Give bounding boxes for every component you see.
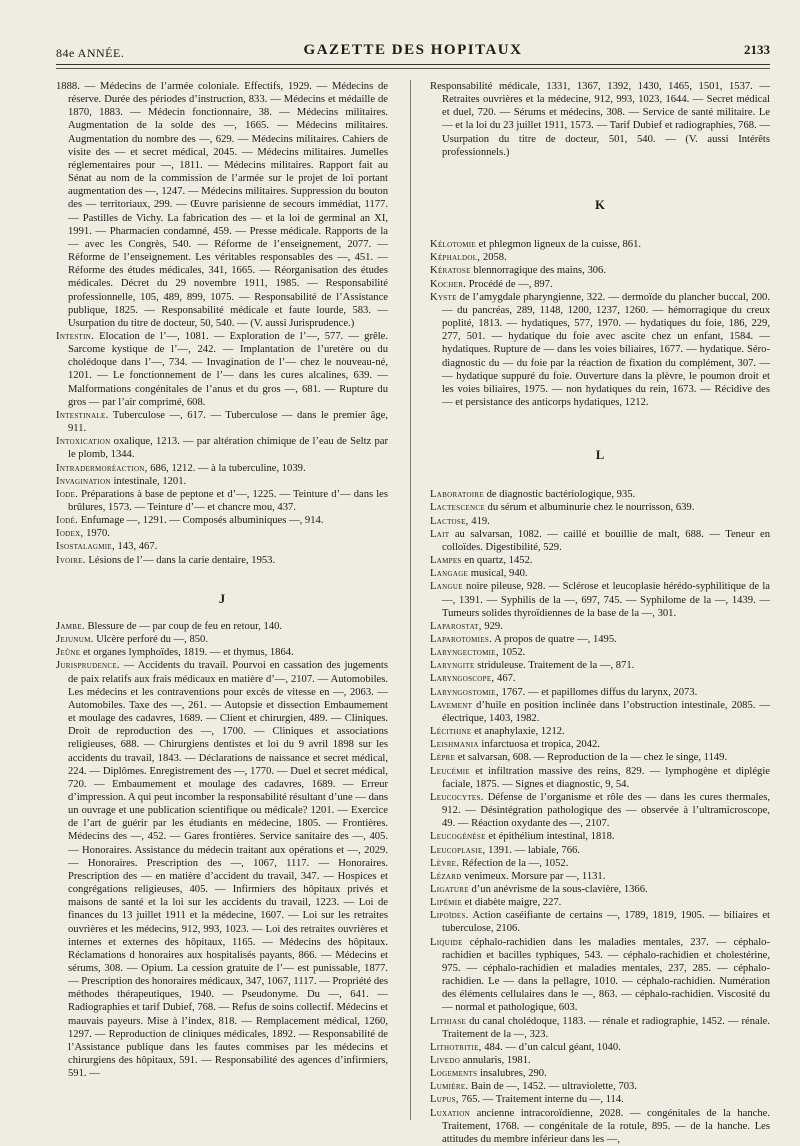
entry-text: et infiltration massive des reins, 829. — lymphogène et diplégie faciale, 1875. — Signes et diagnostic, 9, 54. xyxy=(442,765,770,790)
index-entry xyxy=(430,672,770,685)
right-column xyxy=(430,80,770,1146)
entry-text: insalubres, 290. xyxy=(477,1068,547,1080)
entry-text: annularis, 1981. xyxy=(460,1055,531,1066)
entry-heading: Langue xyxy=(430,581,463,593)
entry-text: 1052. xyxy=(498,647,526,659)
journal-title: GAZETTE DES HOPITAUX xyxy=(303,42,523,58)
entry-text: du canal cholédoque, 1183. — rénale et radiographie, 1452. — rénale. Traitement de la —, 323. xyxy=(442,1015,770,1040)
entry-text: 929. xyxy=(481,620,503,632)
index-entry xyxy=(56,659,388,1080)
index-entry xyxy=(430,554,770,567)
index-entry xyxy=(430,515,770,528)
entry-heading: Intestin. xyxy=(56,330,95,342)
index-entry xyxy=(430,633,770,646)
entry-heading: Intoxication xyxy=(56,436,111,448)
entry-heading: Iodex, xyxy=(56,528,84,540)
index-entries-continued xyxy=(430,80,770,159)
entry-text: et épithélium intestinal, 1818. xyxy=(485,831,615,843)
entry-heading: Leishmania xyxy=(430,739,479,751)
entry-text: venimeux. Morsure par —, 1131. xyxy=(461,870,606,882)
index-entry xyxy=(430,909,770,935)
entry-text: intestinale, 1201. xyxy=(110,475,187,487)
index-entry xyxy=(430,791,770,830)
index-entry xyxy=(56,409,388,435)
index-entry xyxy=(56,475,388,488)
index-entry xyxy=(56,620,388,633)
entry-heading: Logements xyxy=(430,1068,478,1080)
index-entry xyxy=(56,80,388,330)
entry-heading: Lait xyxy=(430,528,450,540)
entry-text: de diagnostic bactériologique, 935. xyxy=(483,489,636,501)
column-divider xyxy=(410,80,411,1120)
entry-text: striduleuse. Traitement de la —, 871. xyxy=(474,660,635,672)
entry-text: et salvarsan, 608. — Reproduction de la — chez le singe, 1149. xyxy=(455,752,728,764)
entry-heading: Jambe. xyxy=(56,620,85,632)
entry-text: 484. — d’un calcul géant, 1040. xyxy=(481,1041,621,1053)
index-entry xyxy=(430,1041,770,1054)
entry-text: 1970. xyxy=(83,528,110,540)
section-letter-j: J xyxy=(218,591,226,606)
entry-heading: Laparotomies. xyxy=(430,634,493,645)
entry-text: 467. xyxy=(494,673,516,685)
entry-text: Préparations à base de peptone et d’—, 1225. — Teinture d’— dans les brûlures, 1573. — Teinture d’— et chancre mou, 437. xyxy=(68,488,388,513)
left-column xyxy=(56,80,388,1080)
index-entries-j xyxy=(56,620,388,1080)
entry-text: de l’amygdale pharyngienne, 322. — dermoïde du plancher buccal, 200. — du pancréas, 289, 1148, 1200, 1237, 1260. — hémorragique du creux poplité, 1813. — hydatiques, 577, 1970. — hydatiques du foie, 186, 229, 277, 501. — hydatique du foie avec ascite chez un enfant, 1584. — hydatiques. Rupture de — dans les voies biliaires, 1677. — hydatique. Séro-diagnostic du — du foie par la réaction de fixation du complément, 307. — — hydatique suppuré du foie. Ouverture dans la plèvre, le poumon droit et les voies biliaires, 1975. — non hydatiques du rein, 1673. — Récidive des — et persistance des anticorps hydatiques, 1212. xyxy=(442,291,770,408)
entry-heading: Lithiase xyxy=(430,1015,467,1027)
index-entry xyxy=(430,291,770,409)
entry-text: d’huile en position inclinée dans l’obstruction intestinale, 2085. — électrique, 1403, 1982. xyxy=(442,699,770,724)
header-rule-thin xyxy=(56,68,770,69)
index-entry xyxy=(430,659,770,672)
index-entries-l xyxy=(430,488,770,1146)
index-entry xyxy=(430,1054,770,1067)
entry-text: 686, 1212. — à la tuberculine, 1039. xyxy=(147,462,306,474)
index-entry xyxy=(56,514,388,527)
entry-heading: Kératose xyxy=(430,265,471,277)
entry-text: musical, 940. xyxy=(468,568,528,580)
entry-heading: Lampes xyxy=(430,555,462,567)
entry-text: Défense de l’organisme et rôle des — dans les cures thermales, 912. — Désintégration pathologique des — observée à l’ultramicroscope, 49. — Réaction oxydante des —, 2107. xyxy=(442,791,770,830)
index-entry xyxy=(430,251,770,264)
index-entry xyxy=(430,264,770,277)
entry-heading: Laryngoscope, xyxy=(430,673,495,685)
index-entry xyxy=(430,646,770,659)
index-entry xyxy=(430,501,770,514)
entry-text: oxalique, 1213. — par altération chimique de l’eau de Seltz par le plomb, 1344. xyxy=(68,436,388,461)
entry-heading: Lumière. xyxy=(430,1081,469,1093)
entry-text: noire pileuse, 928. — Sclérose et leucoplasie hérédo-syphilitique de la —, 1391. — Syphilis de la —, 697, 745. — Syphilome de la —, 1439. — Tumeurs solides thyroïdiennes de la base de la —, 301. xyxy=(442,581,770,619)
index-entry xyxy=(56,330,388,409)
entry-text: d’un anévrisme de la sous-clavière, 1366. xyxy=(468,883,648,895)
entry-heading: Laryngostomie, xyxy=(430,686,499,698)
index-entry xyxy=(430,238,770,251)
entry-heading: Leucocytes. xyxy=(430,791,484,803)
index-entry xyxy=(56,462,388,475)
entry-text: Enfumage —, 1291. — Composés albuminiques —, 914. xyxy=(78,515,324,527)
index-entry xyxy=(430,1093,770,1106)
section-letter-k: K xyxy=(595,197,605,212)
index-entry xyxy=(56,646,388,659)
entry-heading: Isostalagmie, xyxy=(56,541,115,553)
entry-text: Ulcère perforé du —, 850. xyxy=(93,634,208,646)
entry-text: et organes lymphoïdes, 1819. — et thymus, 1864. xyxy=(80,647,294,659)
entry-text: Blessure de — par coup de feu en retour, 140. xyxy=(84,620,283,632)
entry-heading: Lipémie xyxy=(430,897,462,909)
index-entry xyxy=(430,699,770,725)
entry-heading: Jejunum. xyxy=(56,634,94,646)
entry-text: et anaphylaxie, 1212. xyxy=(471,726,565,738)
entry-text: 419. xyxy=(468,515,490,527)
index-entry xyxy=(430,857,770,870)
entry-text: ancienne intracoroïdienne, 2028. — congénitales de la hanche. Traitement, 1768. — congénitale de la rotule, 895. — de la hanche. Les attitudes du membre inférieur dans les —, xyxy=(442,1107,770,1145)
entry-heading: Leucoplasie, xyxy=(430,844,486,856)
index-entry xyxy=(430,738,770,751)
entry-heading: Képhaldol, xyxy=(430,252,481,264)
entry-heading: Intradermoréaction, xyxy=(56,462,148,474)
index-entries-i xyxy=(56,80,388,567)
index-entry xyxy=(430,488,770,501)
index-entry xyxy=(430,765,770,791)
entry-text: au salvarsan, 1082. — caillé et bouillie de malt, 688. — Teneur en colloïdes. Digestibilité, 529. xyxy=(442,528,770,553)
entry-text: Action caséifiante de certains —, 1789, 1819, 1905. — biliaires et tuberculose, 2106. xyxy=(442,910,770,935)
entry-text: Tuberculose —, 617. — Tuberculose — dans le premier âge, 911. xyxy=(68,409,388,435)
entry-text: en quartz, 1452. xyxy=(461,555,533,567)
entry-heading: Iode. xyxy=(56,488,79,500)
entry-heading: Kyste xyxy=(430,291,457,303)
index-entry xyxy=(56,633,388,646)
entry-heading: Lèvre. xyxy=(430,857,460,869)
entry-heading: Jurisprudence. xyxy=(56,660,120,672)
index-entry xyxy=(430,830,770,843)
entry-heading: Lipoïdes. xyxy=(430,910,469,922)
page-number: 2133 xyxy=(744,42,770,57)
entry-text: 143, 467. xyxy=(114,541,158,553)
index-entry xyxy=(56,527,388,540)
index-entry xyxy=(430,936,770,1015)
entry-text: et phlegmon ligneux de la cuisse, 861. xyxy=(476,239,642,251)
entry-heading: Intestinale. xyxy=(56,409,109,421)
header-rule xyxy=(56,64,770,65)
entry-text: 1391. — labiale, 766. xyxy=(485,844,580,856)
entry-heading: Leucémie xyxy=(430,765,470,777)
entry-heading: Luxation xyxy=(430,1107,470,1119)
index-entry xyxy=(430,844,770,857)
entry-heading: Jeûne xyxy=(56,647,81,659)
index-entry xyxy=(56,540,388,553)
index-entry xyxy=(430,686,770,699)
entry-text: A propos de quatre —, 1495. xyxy=(492,634,617,645)
index-entry xyxy=(430,1067,770,1080)
index-entry xyxy=(430,896,770,909)
index-entry xyxy=(56,435,388,461)
index-entry xyxy=(430,528,770,554)
entry-heading: Leucogénèse xyxy=(430,831,486,843)
entry-heading: Langage xyxy=(430,568,469,580)
entry-text: 1767. — et papillomes diffus du larynx, 2073. xyxy=(498,686,698,698)
entry-text: Lésions de l’— dans la carie dentaire, 1953. xyxy=(85,554,276,566)
entry-heading: Lécithine xyxy=(430,726,472,738)
entry-heading: Laryngite xyxy=(430,660,475,672)
section-letter-l: L xyxy=(595,448,605,463)
entry-text: 2058. xyxy=(480,252,507,264)
entry-text: Réfection de la —, 1052. xyxy=(459,857,569,869)
page-header xyxy=(56,36,770,64)
entry-heading: Ivoire. xyxy=(56,554,86,566)
index-entry xyxy=(430,580,770,619)
entry-heading: Kélotomie xyxy=(430,239,476,251)
volume-label: 84e ANNÉE. xyxy=(56,46,125,60)
entry-heading: Ligature xyxy=(430,883,469,895)
entry-heading: Lavement xyxy=(430,699,473,711)
entry-heading: Livedo xyxy=(430,1055,461,1066)
entry-text: blennorragique des mains, 306. xyxy=(470,265,606,277)
index-entry xyxy=(430,567,770,580)
entry-text: Bain de —, 1452. — ultraviolette, 703. xyxy=(468,1081,637,1093)
entry-heading: Lactescence xyxy=(430,502,485,514)
entry-text: infarctuosa et tropica, 2042. xyxy=(478,739,600,751)
entry-heading: Lèpre xyxy=(430,752,456,764)
entry-text: 1888. — Médecins de l’armée coloniale. Effectifs, 1929. — Médecins de réserve. Durée des périodes d’instruction, 833. — Médecins et médaille de 1870, 1883. — Médecin fonctionnaire, 38. — Médecins militaires. Augmentation de la solde des —, 1665. — Médecins militaires. Augmentation du nombre des —, 629. — Médecins militaires. Cahiers de visite des — et secret médical, 2045. — Médecins militaires. Jumelles réglementaires pour —, 1811. — Médecins militaires. Rapport fait au Sénat au nom de la commission de l’armée sur le projet de loi portant augmentation des —, 1247. — Médecins militaires. Suppression du bouton des — territoriaux, 299. — Œuvre parisienne de secours immédiat, 1177. — Pastilles de Vichy. La fabrication des — et la loi de germinal an XI, 1991. — Pharmacien condamné, 459. — Presse médicale. Rapports de la — avec les Congrès, 540. — Réforme de l’enseignement, 2077. — Réforme de l’enseignement. Les véritables responsables des —, 451. — Réforme des études médicales, 341, 1665. — Réorganisation des études médicales. Décret du 29 novembre 1911, 1985. — Responsabilité professionnelle, 105, 489, 899, 1075. — Responsabilité de l’Assistance publique, 1825. — Responsabilité médicale et faute lourde, 583. — Usurpation du titre de docteur, 50, 540. — (V. aussi Jurisprudence.) xyxy=(56,81,388,329)
index-entry xyxy=(430,1015,770,1041)
entry-heading: Laboratoire xyxy=(430,489,484,501)
entry-heading: Laparostat, xyxy=(430,620,482,632)
entry-heading: Iodé. xyxy=(56,515,79,527)
index-entry xyxy=(430,870,770,883)
entry-text: Procédé de —, 897. xyxy=(466,278,553,290)
entry-text: Responsabilité médicale, 1331, 1367, 1392, 1430, 1465, 1501, 1537. — Retraites ouvrières et la médecine, 912, 993, 1023, 1644. — Secret médical et duel, 720. — Sérums et médecins, 308. — Service de santé militaire. Le — et la loi du 23 juillet 1911, 1573. — Tarif Dubief et radiographies, 768. — Usurpation du titre de docteur, 501, 540. — (V. aussi Intérêts professionnels.) xyxy=(430,81,770,158)
entry-heading: Lézard xyxy=(430,870,462,882)
entry-heading: Kocher. xyxy=(430,278,467,290)
entry-text: Elocation de l’—, 1081. — Exploration de l’—, 577. — grêle. Sarcome kystique de l’—, 242. — Implantation de l’uretère ou du cholédoque dans l’—, 734. — Invagination de l’— chez le nouveau-né, 1201. — Le fonctionnement de l’— dans les cures alcalines, 639. — Malformations congénitales de l’anus et du gros —, 681. — Rupture du gros — par l’air comprimé, 608. xyxy=(68,330,388,408)
index-entry xyxy=(430,725,770,738)
index-entries-k xyxy=(430,238,770,409)
index-entry xyxy=(430,80,770,159)
index-entry xyxy=(430,1107,770,1146)
entry-text: du sérum et albuminurie chez le nourrisson, 639. xyxy=(484,502,695,514)
entry-text: 765. — Traitement interne du —, 114. xyxy=(458,1094,624,1106)
index-entry xyxy=(430,620,770,633)
index-entry xyxy=(56,554,388,567)
entry-text: et diabète maigre, 227. xyxy=(461,897,562,909)
entry-text: — Accidents du travail. Pourvoi en cassation des jugements de paix relatifs aux frais médicaux en matière d’—, 2107. — Automobiles. Les médecins et les contraventions pour excès de vitesse en —, 2063. — Automobiles. Taxe des —, 261. — Autopsie et dissection Embaumement et moulage des cadavres, 1689. — Client et chirurgien, 489. — Cliniques. Droit de reproduction des —, 1700. — Cliniques et associations religieuses, 688. — Chirurgiens dentistes et loi du 9 avril 1898 sur les accidents du travail, 1843. — Déclarations de naissance et secret médical, 224. — Diplômes. Enregistrement des —, 1770. — Duel et secret médical, 720. — Embaumement et moulage des cadavres, 1689. — Erreur d’impression. A qui peut incomber la responsabilité résultant d’une — dans un ouvrage et une publication scientifique ou médicale? 1201. — Exercice de l’art de guérir par les étudiants en médecine, 1805. — Frontières. Médecins des —, 452. — Gares frontières. Service sanitaire des —, 405. — Honoraires. Assistance du médecin traitant aux opérations et —, 2029. — Honoraires. Prescription des —, 1067, 1117. — Honoraires. Prescription des — en matière d’accident du travail, 347. — Hospices et congrégations religieuses, 405. — Infirmiers des hôpitaux privés et maisons de santé et la loi sur les accidents du travail, 1223. — Loi de finances du 13 juillet 1911 et la médecine, 1607. — Loi sur les retraites ouvrières et les médecins, 912, 993, 1023. — Loi des retraites ouvrières et internes et externes des hôpitaux, 1165. — Médecins des hôpitaux. Réclamations d honoraires aux hospitalisés payants, 866. — Médecins et sérums, 308. — Opium. La cession gratuite de l’— est punissable, 1877. — Prescription des honoraires médicaux, 347, 1067, 1117. — Propriété des méthodes thérapeutiques, 1940. — Pseudonyme. Du —, 641. — Radiographies et tarif Dubief, 768. — Refus de soins collectif. Médecins et mauvais payeurs. Mise à l’index, 818. — Remplacement médical, 1260, 1297. — Reproduction de cliniques médicales, 1892. — Responsabilité de l’Assistance publique dans les fautes commises par les médecins et chirurgiens des hôpitaux, 591. — Responsabilité des agences d’infirmiers, 591. — xyxy=(68,660,388,1080)
index-entry xyxy=(430,883,770,896)
entry-heading: Lupus, xyxy=(430,1094,459,1106)
entry-heading: Invagination xyxy=(56,475,111,487)
index-entry xyxy=(430,278,770,291)
index-entry xyxy=(56,488,388,514)
entry-heading: Liquide xyxy=(430,936,463,948)
index-entry xyxy=(430,751,770,764)
entry-text: céphalo-rachidien dans les maladies mentales, 237. — céphalo-rachidien et bacilles typhiques, 543. — céphalo-rachidien et cholestérine, 975. — céphalo-rachidien et maladies mentales, 237, 285. — céphalo-rachidien. Le — dans la pellagre, 1010. — céphalo-rachidien. Numération des éléments cellulaires dans le —, 863. — céphalo-rachidien. Viscosité du — normal et pathologique, 603. xyxy=(442,936,770,1014)
entry-heading: Lithotritie, xyxy=(430,1041,482,1053)
entry-heading: Lactose, xyxy=(430,515,469,527)
entry-heading: Laryngectomie, xyxy=(430,647,499,659)
index-entry xyxy=(430,1080,770,1093)
